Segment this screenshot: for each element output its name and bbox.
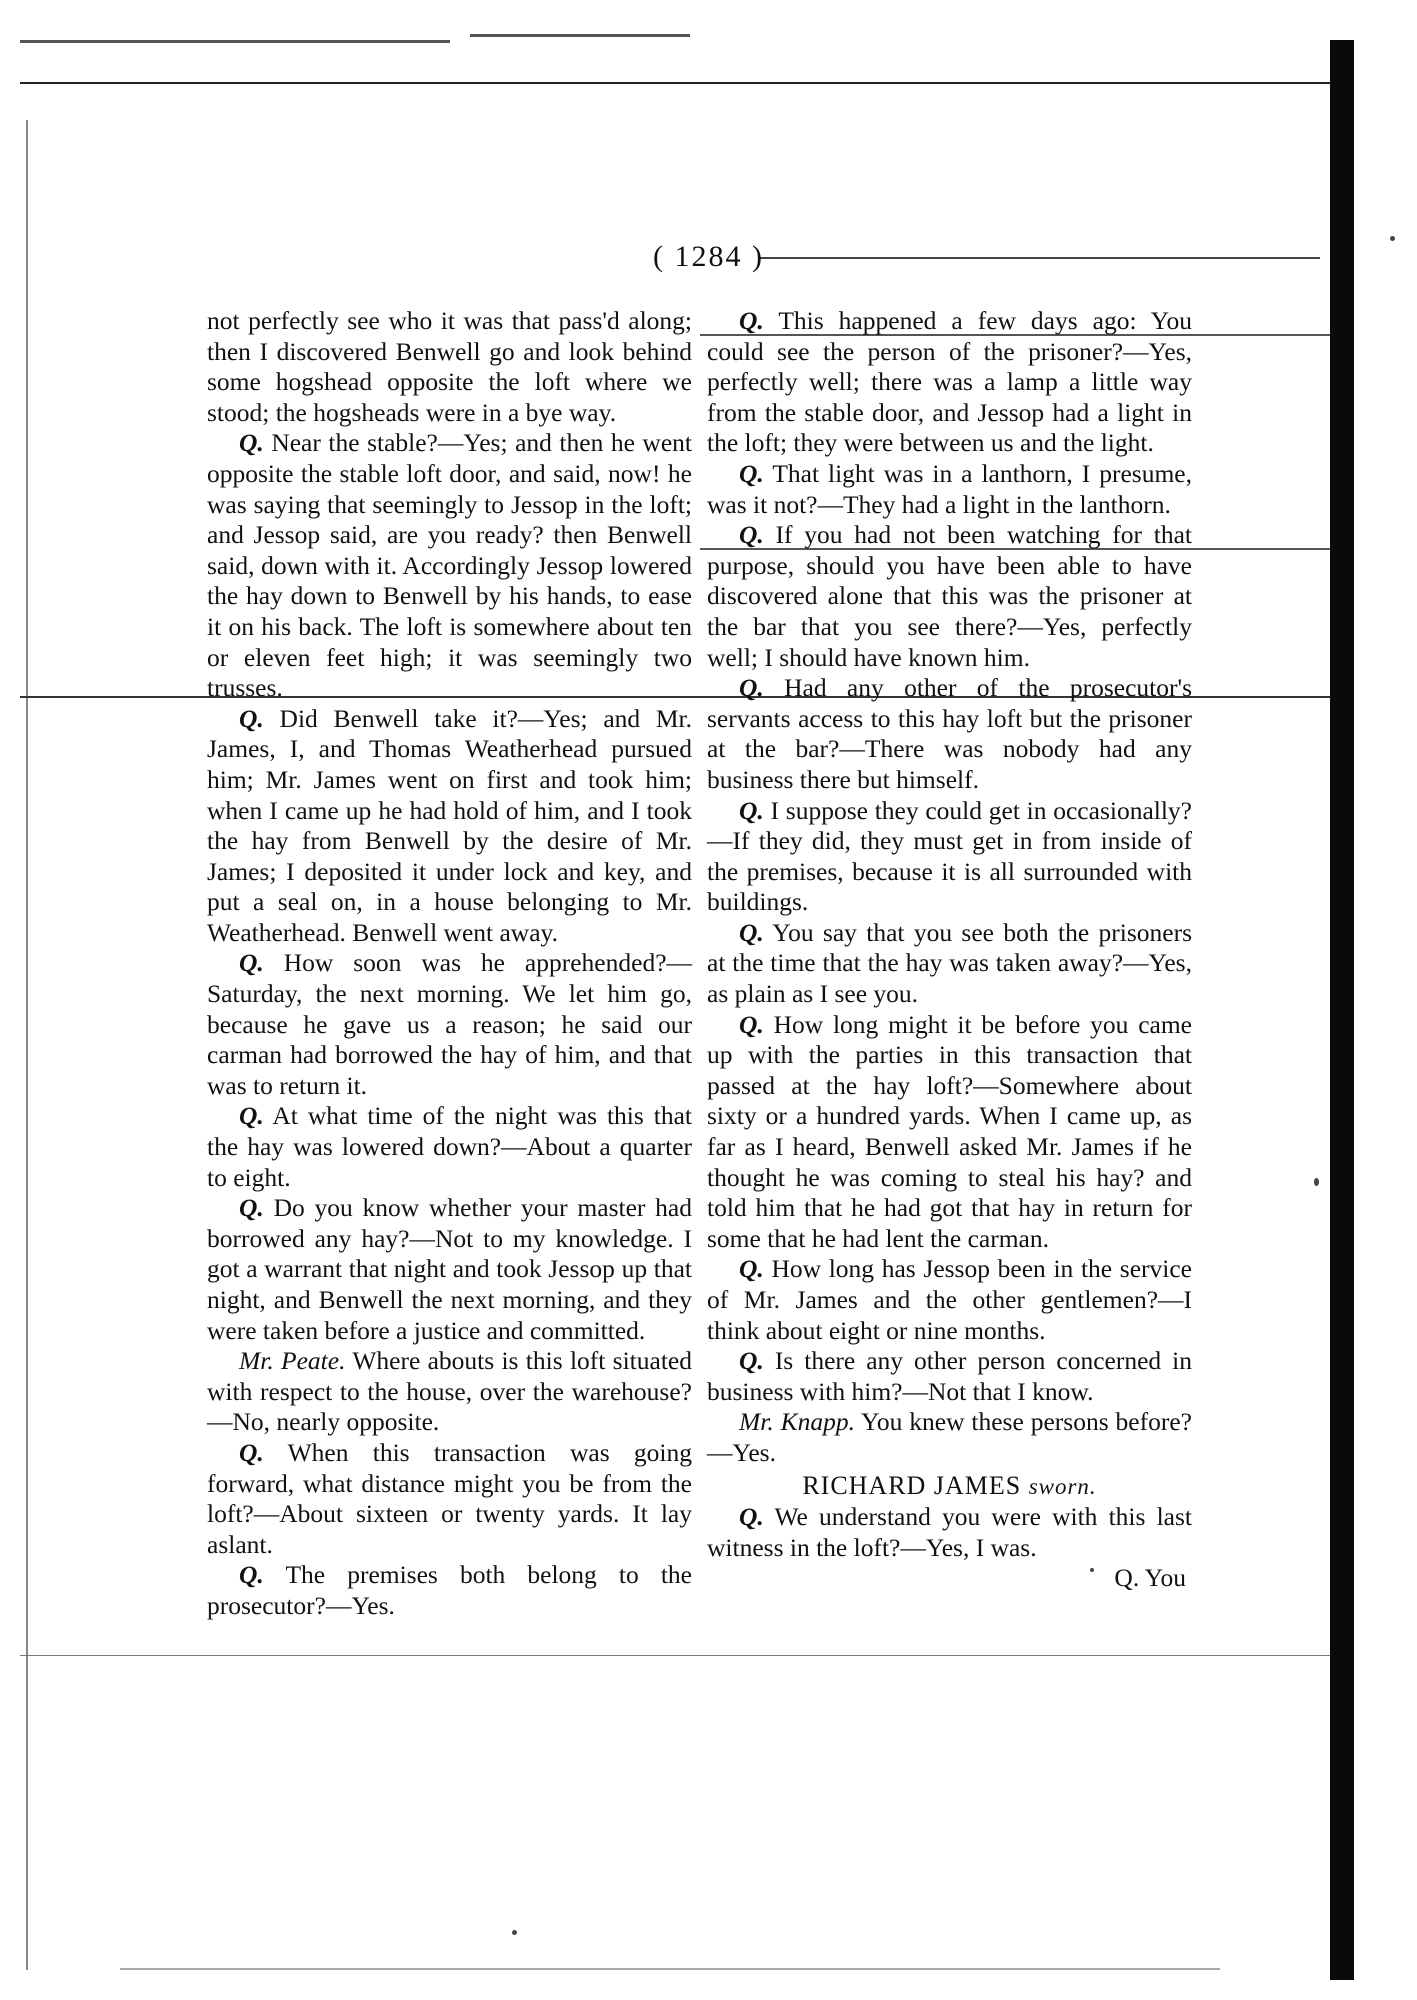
paragraph <box>207 428 692 703</box>
paragraph-text: Is there any other person concerned in business with him?—Not that I know. <box>707 1346 1192 1406</box>
bottom-scan-rule <box>120 1968 1220 1970</box>
question-marker: Q. <box>739 1254 764 1284</box>
paragraph <box>207 1193 692 1346</box>
sworn-label: sworn. <box>1028 1473 1097 1499</box>
paragraph <box>707 1010 1192 1255</box>
paragraph <box>207 1346 692 1438</box>
paragraph <box>707 520 1192 673</box>
paragraph <box>707 1346 1192 1407</box>
question-marker: Q. <box>739 1009 764 1039</box>
speaker-name: Mr. Peate. <box>239 1346 346 1376</box>
question-marker: Q. <box>239 1101 264 1131</box>
left-margin-rule <box>26 120 28 1970</box>
paragraph <box>207 1560 692 1621</box>
paragraph <box>707 796 1192 918</box>
paragraph-text: How long has Jessop been in the service of Mr. James and the other gentlemen?—I think about eight or nine months. <box>707 1254 1192 1345</box>
left-column <box>207 306 692 1622</box>
paragraph <box>707 918 1192 1010</box>
paragraph-text: Did Benwell take it?—Yes; and Mr. James, I, and Thomas Weatherhead pursued him; Mr. James went on first and took him; when I came up he had hold of him, and I took the hay from Benwell by the desire of Mr. James; I deposited it under lock and key, and put a seal on, in a house belonging to Mr. Weatherhead. Benwell went away. <box>207 703 692 947</box>
witness-heading <box>707 1471 1192 1503</box>
lower-scan-rule <box>20 1655 1330 1656</box>
paragraph-text: I suppose they could get in occasionally?—If they did, they must get in from inside of the premises, because it is all surrounded with buildings. <box>707 795 1193 917</box>
paragraph-text: Had any other of the prosecutor's servants access to this hay loft but the prisoner at the bar?—There was nobody had any business there but himself. <box>707 673 1192 794</box>
paragraph-text: Near the stable?—Yes; and then he went opposite the stable loft door, and said, now! he was saying that seemingly to Jessop in the loft; and Jessop said, are you ready? then Benwell said, down with it. Accordingly Jessop lowered the hay down to Benwell by his hands, to ease it on his back. The loft is somewhere about ten or eleven feet high; it was seemingly two trusses. <box>207 428 693 703</box>
catchword: Q. You <box>1114 1563 1186 1593</box>
paragraph <box>207 948 692 1101</box>
question-marker: Q. <box>239 1437 264 1467</box>
paragraph-text: not perfectly see who it was that pass'd along; then I discovered Benwell go and look behind some hogshead opposite the loft where we stood; the hogsheads were in a bye way. <box>207 306 692 427</box>
witness-name: RICHARD JAMES <box>802 1470 1022 1500</box>
paragraph-text: You say that you see both the prisoners at the time that the hay was taken away?—Yes, as plain as I see you. <box>707 917 1192 1009</box>
question-marker: Q. <box>239 428 264 458</box>
paragraph-text: Where abouts is this loft situated with respect to the house, over the warehouse?—No, nearly opposite. <box>207 1346 692 1437</box>
paragraph-text: That light was in a lanthorn, I presume, was it not?—They had a light in the lanthorn. <box>707 458 1192 519</box>
top-scan-fragment-2 <box>470 34 690 37</box>
question-marker: Q. <box>739 1346 764 1376</box>
paragraph-text: The premises both belong to the prosecutor?—Yes. <box>207 1560 693 1620</box>
question-marker: Q. <box>739 673 764 703</box>
paragraph-text: When this transaction was going forward, what distance might you be from the loft?—About sixteen or twenty yards. It lay aslant. <box>207 1437 692 1559</box>
paragraph <box>707 1407 1192 1468</box>
binding-margin-bar <box>1330 40 1354 1980</box>
paragraph <box>207 306 692 428</box>
paragraph <box>707 1502 1192 1563</box>
paragraph <box>707 459 1192 520</box>
question-marker: Q. <box>739 458 764 488</box>
question-marker: Q. <box>739 520 764 550</box>
top-scan-rule <box>20 82 1330 84</box>
question-marker: Q. <box>239 1560 264 1590</box>
paragraph-text: You knew these persons before?—Yes. <box>707 1407 1192 1467</box>
paragraph-text: If you had not been watching for that purpose, should you have been able to have discovered alone that this was the prisoner at the bar that you see there?—Yes, perfectly well; I should have known him. <box>707 520 1192 672</box>
question-marker: Q. <box>739 306 764 335</box>
top-scan-fragment <box>20 40 450 43</box>
paragraph <box>207 1438 692 1560</box>
paragraph-text: How soon was he apprehended?—Saturday, the next morning. We let him go, because he gave us a reason; he said our carman had borrowed the hay of him, and that was to return it. <box>207 948 693 1100</box>
paragraph <box>207 704 692 949</box>
paragraph <box>707 673 1192 795</box>
page-number: ( 1284 ) <box>653 240 764 273</box>
question-marker: Q. <box>739 1502 764 1532</box>
paragraph <box>207 1101 692 1193</box>
paragraph-text: At what time of the night was this that the hay was lowered down?—About a quarter to eight. <box>207 1101 692 1192</box>
question-marker: Q. <box>739 795 764 825</box>
scan-speck <box>512 1930 517 1935</box>
question-marker: Q. <box>739 917 764 947</box>
question-marker: Q. <box>239 703 264 733</box>
paragraph-text: We understand you were with this last witness in the loft?—Yes, I was. <box>707 1502 1192 1562</box>
right-column <box>707 306 1192 1594</box>
speaker-name: Mr. Knapp. <box>739 1407 856 1437</box>
question-marker: Q. <box>239 948 264 978</box>
paragraph-text: This happened a few days ago: You could see the person of the prisoner?—Yes, perfectly well; there was a lamp a little way from the stable door, and Jessop had a light in the loft; they were between us and the light. <box>707 306 1192 458</box>
scan-speck <box>1314 1178 1319 1186</box>
paragraph-text: How long might it be before you came up with the parties in this transaction that passed at the hay loft?—Somewhere about sixty or a hundred yards. When I came up, as far as I heard, Benwell asked Mr. James if he thought he was coming to steal his hay? and told him that he had got that hay in return for some that he had lent the carman. <box>707 1009 1192 1253</box>
paragraph <box>707 306 1192 459</box>
paragraph-text: Do you know whether your master had borrowed any hay?—Not to my knowledge. I got a warrant that night and took Jessop up that night, and Benwell the next morning, and they were taken before a justice and committed. <box>207 1193 692 1345</box>
paragraph <box>707 1254 1192 1346</box>
question-marker: Q. <box>239 1193 264 1223</box>
